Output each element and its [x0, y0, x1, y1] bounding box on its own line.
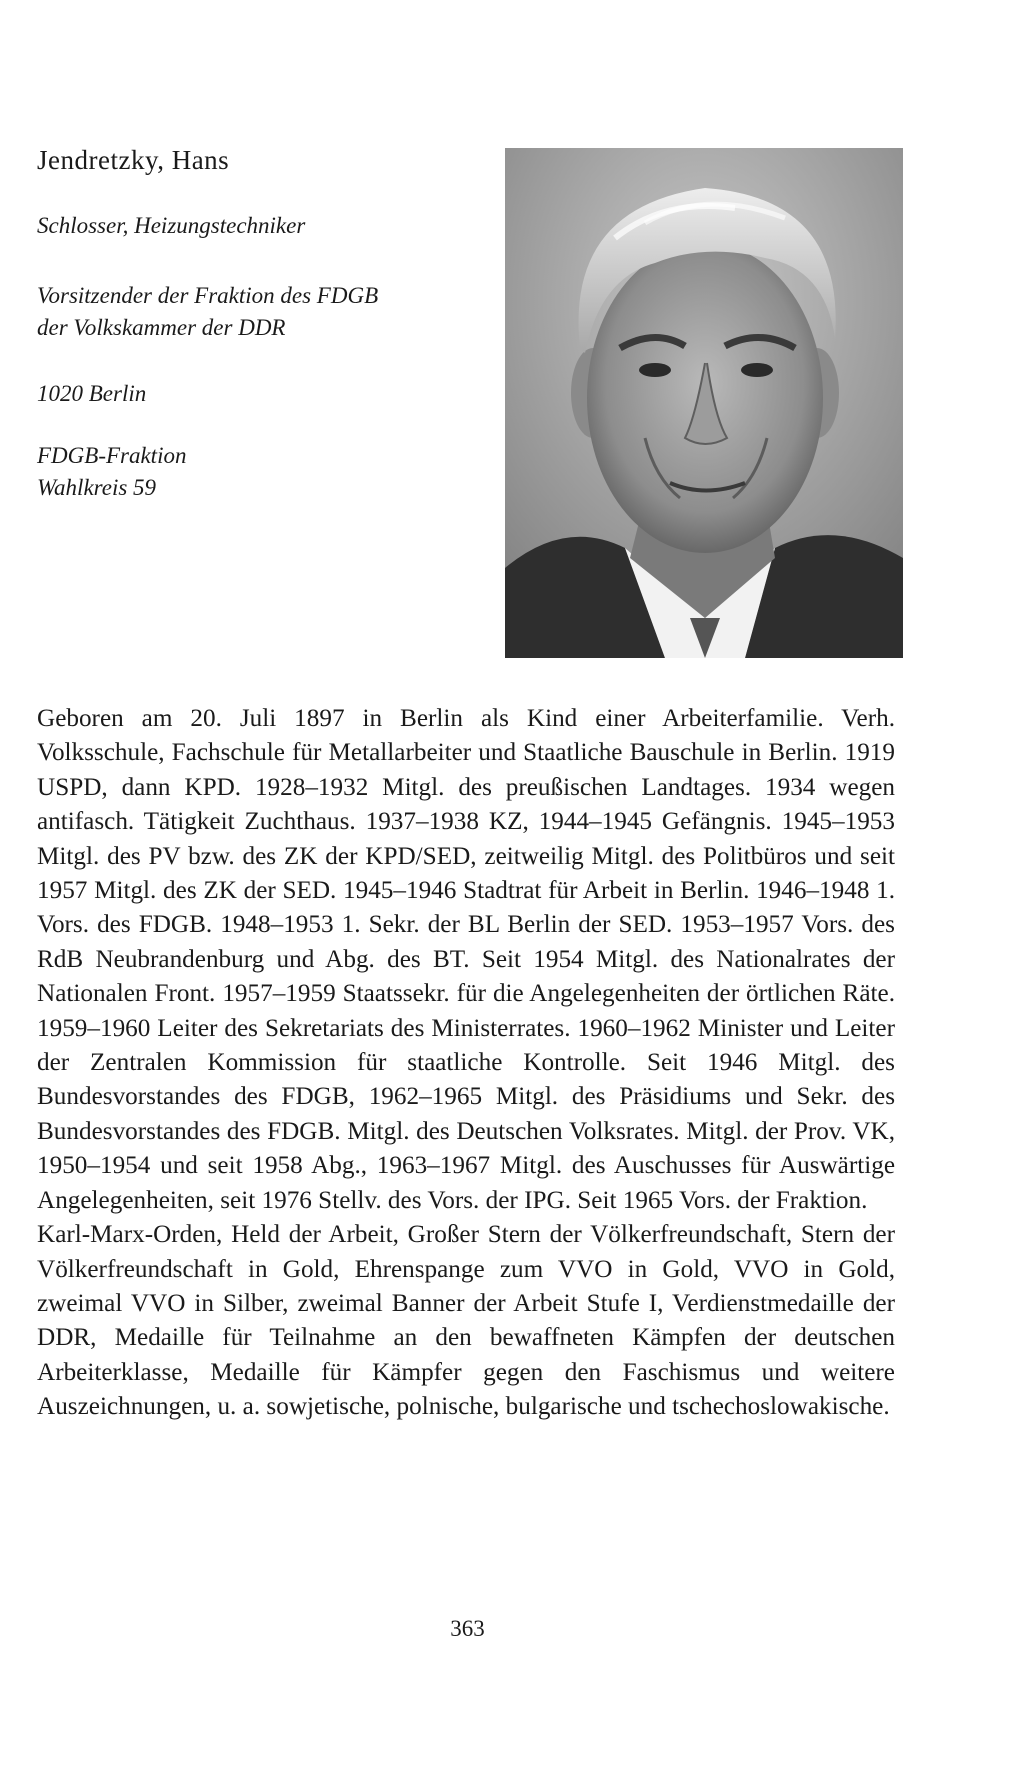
page-number: 363 [450, 1616, 485, 1641]
portrait-icon [505, 148, 903, 658]
entry-constituency: Wahlkreis 59 [37, 475, 157, 500]
entry-function-line: Vorsitzender der Fraktion des FDGB [37, 283, 379, 308]
entry-name: Jendretzky, Hans [37, 145, 230, 175]
biography-text [37, 702, 895, 1425]
entry-faction-block [37, 440, 186, 504]
entry-function-line: der Volkskammer der DDR [37, 315, 286, 340]
entry-city: 1020 Berlin [37, 381, 147, 406]
entry-function [37, 280, 378, 344]
entry-occupation: Schlosser, Heizungstechniker [37, 213, 306, 238]
biography-paragraph: Geboren am 20. Juli 1897 in Berlin als Kind einer Arbeiterfamilie. Verh. Volksschule, Fachschule für Metallarbeiter und Staatliche Bauschule in Berlin. 1919 USPD, dann KPD. 1928–1932 Mitgl. des preußischen Landtages. 1934 wegen antifasch. Tätigkeit Zuchthaus. 1937–1938 KZ, 1944–1945 Gefängnis. 1945–1953 Mitgl. des PV bzw. des ZK der KPD/SED, zeitweilig Mitgl. des Politbüros und seit 1957 Mitgl. des ZK der SED. 1945–1946 Stadtrat für Arbeit in Berlin. 1946–1948 1. Vors. des FDGB. 1948–1953 1. Sekr. der BL Berlin der SED. 1953–1957 Vors. des RdB Neubrandenburg und Abg. des BT. Seit 1954 Mitgl. des Nationalrates der Nationalen Front. 1957–1959 Staatssekr. für die Angelegenheiten der örtlichen Räte. 1959–1960 Leiter des Sekretariats des Ministerrates. 1960–1962 Minister und Leiter der Zentralen Kommission für staatliche Kontrolle. Seit 1946 Mitgl. des Bundesvorstandes des FDGB, 1962–1965 Mitgl. des Präsidiums und Sekr. des Bundesvorstandes des FDGB. Mitgl. des Deutschen Volksrates. Mitgl. der Prov. VK, 1950–1954 und seit 1958 Abg., 1963–1967 Mitgl. des Auschusses für Auswärtige Angelegenheiten, seit 1976 Stellv. des Vors. der IPG. Seit 1965 Vors. der Fraktion. [37, 705, 895, 1214]
portrait-photo [505, 148, 903, 658]
entry-faction: FDGB-Fraktion [37, 443, 187, 468]
awards-paragraph: Karl-Marx-Orden, Held der Arbeit, Großer Stern der Völkerfreundschaft, Stern der Völkerfreundschaft in Gold, Ehrenspange zum VVO in Gold, VVO in Gold, zweimal VVO in Silber, zweimal Banner der Arbeit Stufe I, Verdienstmedaille der DDR, Medaille für Teilnahme an den bewaffneten Kämpfen der deutschen Arbeiterklasse, Medaille für Kämpfer gegen den Faschismus und weitere Auszeichnungen, u. a. sowjetische, polnische, bulgarische und tschechoslowakische. [37, 1221, 895, 1421]
